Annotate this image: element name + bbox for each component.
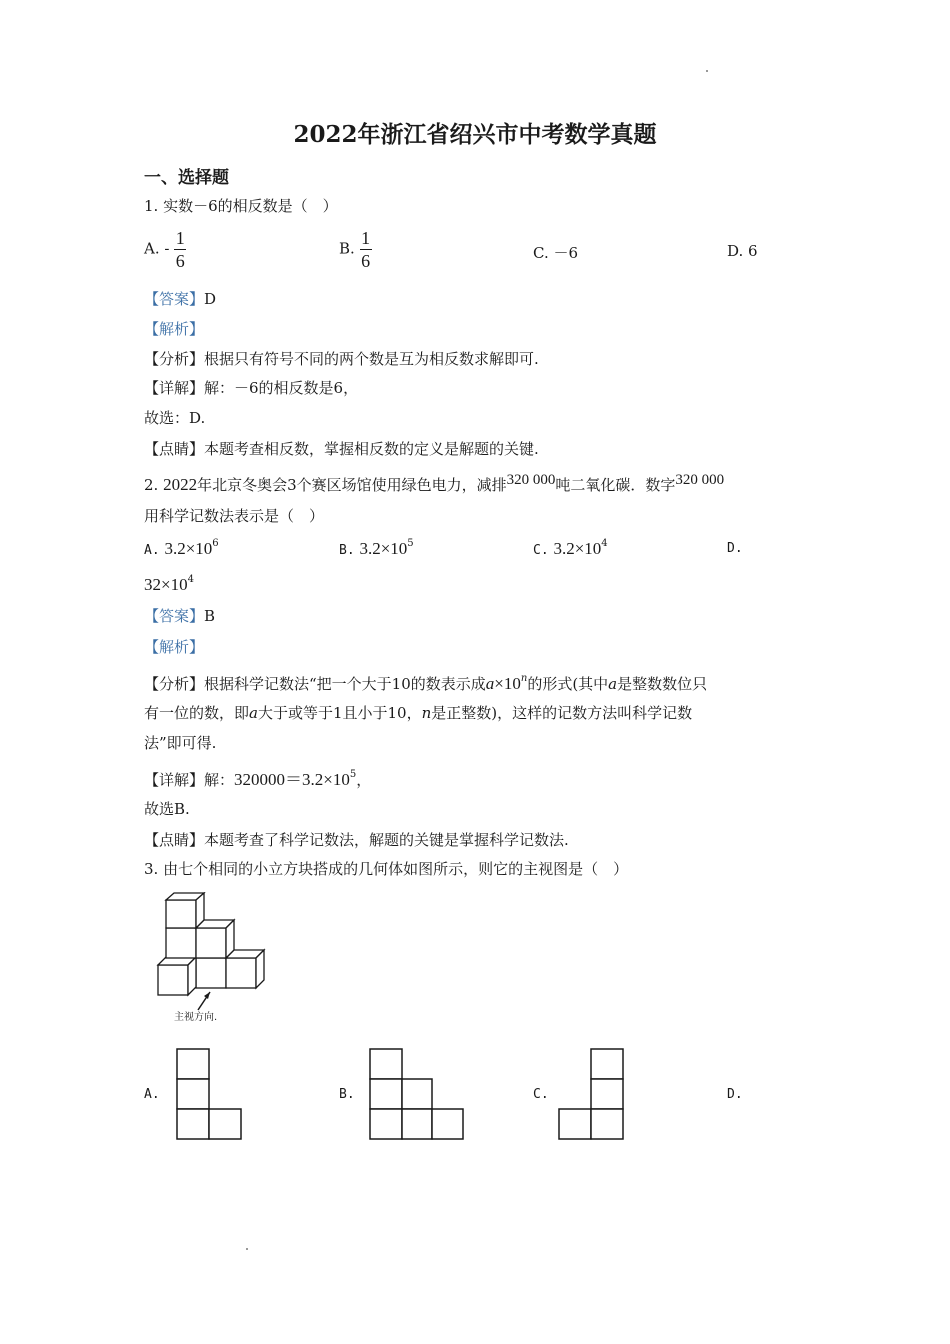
q2-xiangjie-text: 【详解】解： — [144, 771, 235, 789]
q2-option-b-base: 3.2×10 — [359, 539, 408, 558]
q1-option-a — [144, 228, 186, 271]
q2-option-d-label-wrap — [727, 538, 743, 556]
q2-option-d-exponent: 4 — [187, 574, 194, 585]
square-cell — [370, 1109, 402, 1139]
square-cell — [370, 1079, 402, 1109]
q1-option-a-denominator: 6 — [175, 251, 185, 271]
q2-fenxi-line2-text-3: 是正整数)，这样的记数方法叫科学记数 — [431, 704, 693, 722]
q1-guxuan: 故选：D. — [144, 409, 206, 427]
q3-option-b-figure — [369, 1048, 467, 1142]
q2-fenxi-text: 【分析】根据科学记数法“把一个大于10的数表示成 — [144, 675, 486, 693]
fraction-bar — [360, 249, 372, 250]
q1-answer-value: D — [204, 290, 217, 308]
cube-face — [196, 928, 226, 958]
q1-xiangjie: 【详解】解：－6的相反数是6， — [144, 379, 359, 397]
arrow-head-icon — [204, 992, 210, 999]
q2-fenxi-text-2: 的形式(其中 — [527, 675, 609, 693]
q2-stem-text: 年北京冬奥会3个赛区场馆使用绿色电力，减排 — [197, 476, 507, 494]
var-a: a — [485, 674, 495, 693]
q2-stem-line1 — [144, 470, 724, 495]
q2-option-d-label: D. — [727, 541, 743, 556]
q2-xiangjie — [144, 765, 371, 790]
square-cell — [559, 1109, 591, 1139]
q3-option-d-label: D. — [727, 1087, 743, 1102]
q1-option-d — [727, 242, 758, 260]
q1-dianjing: 【点睛】本题考查相反数，掌握相反数的定义是解题的关键. — [144, 440, 539, 458]
q3-stem: 3. 由七个相同的小立方块搭成的几何体如图所示，则它的主视图是（ ） — [144, 860, 629, 878]
q2-option-a-base: 3.2×10 — [164, 539, 213, 558]
page-title: 2022年浙江省绍兴市中考数学真题 — [293, 121, 657, 148]
var-n: n — [520, 673, 528, 684]
square-cell — [591, 1049, 623, 1079]
square-cell — [177, 1109, 209, 1139]
square-cell — [432, 1109, 463, 1139]
var-a: a — [249, 704, 258, 722]
q2-option-d — [144, 574, 194, 595]
q1-option-d-label: D. — [727, 242, 744, 260]
fraction-bar — [174, 249, 186, 250]
section-heading: 一、选择题 — [144, 168, 229, 188]
square-cell — [177, 1049, 209, 1079]
square-cell — [402, 1109, 432, 1139]
q2-stem-line2: 用科学记数法表示是（ ） — [144, 507, 325, 525]
q2-number-320000-a: 320 000 — [506, 472, 556, 488]
q3-option-b-label: B. — [339, 1087, 355, 1102]
q1-option-b-denominator: 6 — [361, 251, 371, 271]
square-cell — [177, 1079, 209, 1109]
q2-analysis-tag: 【解析】 — [144, 638, 205, 656]
q2-option-c-exponent: 4 — [601, 538, 608, 549]
q2-guxuan: 故选B. — [144, 800, 190, 818]
q2-option-c-label: C. — [533, 543, 549, 558]
cube-face — [166, 900, 196, 928]
answer-tag: 【答案】 — [144, 607, 205, 625]
q2-option-b — [339, 538, 414, 559]
cube-figure — [150, 892, 275, 1027]
var-n: n — [421, 704, 432, 722]
q3-option-a-label: A. — [144, 1087, 160, 1102]
square-cell — [402, 1079, 432, 1109]
q2-fenxi-line3: 法”即可得. — [144, 734, 217, 752]
q3-option-a-figure — [176, 1048, 246, 1142]
q1-option-b-numerator: 1 — [361, 228, 371, 248]
q3-option-c-figure — [558, 1048, 628, 1142]
q2-xiangjie-end: ， — [356, 771, 372, 789]
square-cell — [370, 1049, 402, 1079]
q2-answer-value: B — [204, 607, 216, 625]
q2-option-a-label: A. — [144, 543, 160, 558]
q1-option-c-value: －6 — [553, 244, 579, 262]
q2-fenxi-line2 — [144, 703, 692, 723]
q2-option-a — [144, 538, 219, 559]
var-a: a — [608, 675, 618, 693]
answer-tag: 【答案】 — [144, 290, 205, 308]
q2-option-b-exponent: 5 — [407, 538, 414, 549]
q1-option-b — [339, 228, 372, 271]
q2-year: 2022 — [163, 475, 198, 494]
q1-option-c-label: C. — [533, 244, 549, 262]
q1-option-c — [533, 242, 578, 263]
q1-fenxi: 【分析】根据只有符号不同的两个数是互为相反数求解即可. — [144, 350, 539, 368]
direction-label: 主视方向. — [174, 1012, 218, 1023]
q1-option-d-value: 6 — [748, 242, 758, 260]
q1-option-a-sign: - — [164, 239, 170, 258]
square-cell — [591, 1079, 623, 1109]
q2-fenxi-line2-text: 有一位的数，即 — [144, 704, 250, 722]
scan-dot — [246, 1248, 248, 1250]
cube-face — [158, 965, 188, 995]
q2-fenxi-line1 — [144, 669, 707, 694]
q2-stem-text-2: 吨二氧化碳．数字 — [555, 476, 676, 494]
square-cell — [209, 1109, 241, 1139]
q1-option-b-fraction — [360, 228, 372, 271]
q3-option-c-label: C. — [533, 1087, 549, 1102]
cube-face — [196, 958, 226, 988]
q2-dianjing: 【点睛】本题考查了科学记数法，解题的关键是掌握科学记数法. — [144, 831, 569, 849]
q2-xiangjie-expr: 320000＝3.2×10 — [234, 770, 350, 789]
q1-option-a-numerator: 1 — [175, 228, 185, 248]
q1-option-a-fraction — [174, 228, 186, 271]
q2-option-d-base: 32×10 — [144, 575, 188, 594]
q2-number: 2. — [144, 476, 164, 494]
q2-option-c-base: 3.2×10 — [553, 539, 602, 558]
q1-option-b-label: B. — [339, 239, 355, 258]
q2-option-c — [533, 538, 608, 559]
q2-xiangjie-exponent: 5 — [349, 769, 357, 780]
q2-fenxi-line2-text-2: 大于或等于1且小于10， — [257, 704, 422, 722]
q1-option-a-label: A. — [144, 239, 160, 258]
cube-face — [226, 958, 256, 988]
q2-option-b-label: B. — [339, 543, 355, 558]
scan-dot — [706, 70, 708, 72]
q2-number-320000-b: 320 000 — [675, 472, 725, 488]
q2-option-a-exponent: 6 — [212, 538, 219, 549]
square-cell — [591, 1109, 623, 1139]
q1-analysis-tag: 【解析】 — [144, 320, 205, 338]
cube-face — [166, 928, 196, 958]
q1-answer — [144, 289, 216, 309]
times-ten: ×10 — [494, 674, 521, 693]
q1-stem: 1. 实数－6的相反数是（ ） — [144, 197, 338, 215]
q2-fenxi-text-3: 是整数数位只 — [617, 675, 708, 693]
q2-answer — [144, 606, 215, 626]
